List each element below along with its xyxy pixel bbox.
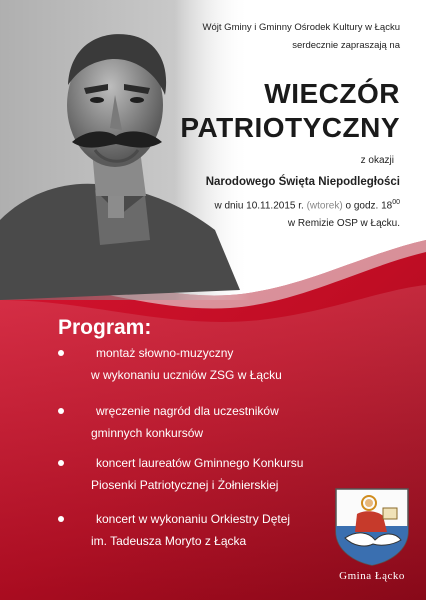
weekday: (wtorek)	[306, 200, 343, 212]
portrait-illustration	[0, 0, 250, 300]
bullet-icon	[58, 460, 64, 466]
occasion-name: Narodowego Święta Niepodległości	[205, 176, 400, 188]
event-title-line2: PATRIOTYCZNY	[180, 112, 400, 143]
item-line2: w wykonaniu uczniów ZSG w Łącku	[91, 368, 282, 382]
item-line1: montaż słowno-muzyczny	[96, 346, 234, 360]
organizer-line: Wójt Gminy i Gminny Ośrodek Kultury w Łącku	[202, 22, 400, 33]
event-place: w Remizie OSP w Łącku.	[287, 218, 400, 229]
item-line2: im. Tadeusza Moryto z Łącka	[91, 534, 247, 548]
item-line1: wręczenie nagród dla uczestników	[96, 404, 279, 418]
item-line1: koncert laureatów Gminnego Konkursu	[96, 456, 304, 470]
time-minutes: 00	[392, 199, 400, 206]
item-line1: koncert w wykonaniu Orkiestry Dętej	[96, 512, 291, 526]
item-line2: gminnych konkursów	[91, 426, 204, 440]
date-prefix: w dniu 10.11.2015 r.	[214, 200, 304, 212]
invitation-line: serdecznie zapraszają na	[292, 40, 400, 51]
bullet-icon	[58, 350, 64, 356]
bullet-icon	[58, 516, 64, 522]
event-title-line1: WIECZÓR	[264, 78, 400, 109]
bullet-icon	[58, 408, 64, 414]
item-line2: Piosenki Patriotycznej i Żołnierskiej	[91, 478, 279, 492]
program-title: Program:	[58, 316, 152, 339]
occasion-intro: z okazji	[360, 155, 394, 166]
time-prefix: o godz. 18	[345, 200, 393, 212]
event-date	[214, 199, 400, 211]
coat-of-arms-icon	[333, 486, 411, 566]
crest-label: Gmina Łącko	[339, 570, 405, 582]
